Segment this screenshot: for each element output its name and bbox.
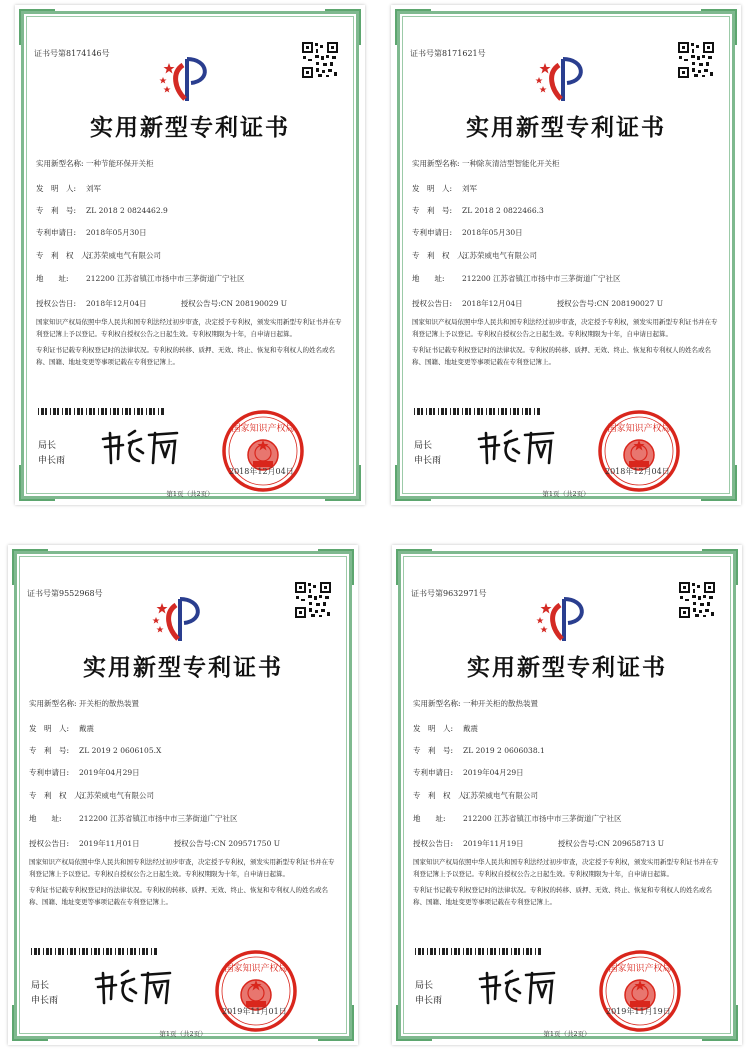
director-name: 申长雨 [31,996,59,1006]
cnipa-logo-icon [150,595,206,643]
page-number: 第1页（共2页） [166,490,214,498]
barcode-bar [442,948,445,955]
publication-row [412,298,663,309]
barcode-bar [518,948,520,955]
handwritten-signature [475,425,561,467]
application-date-row [29,767,140,778]
barcode-bar [451,948,452,955]
address-row [36,273,245,284]
barcode-bar [82,948,85,955]
grant-statement: 国家知识产权局依照中华人民共和国专利法经过初步审查，决定授予专利权，颁发实用新型专利证书并在专利登记簿上予以登记。专利权自授权公告之日起生效。专利权期限为十年，自申请日起算。 [29,858,335,878]
field-label: 专 利 权 人: [29,791,85,800]
field-label: 专利申请日: [36,228,77,237]
field-label: 地 址: [29,814,62,823]
qr-code-icon [678,581,716,619]
barcode-bar [498,408,499,415]
barcode-bar [421,408,423,415]
barcode-bar [513,408,516,415]
official-seal-icon [598,949,682,1033]
inventor-name: 刘军 [462,184,477,193]
field-label: 专利申请日: [29,768,70,777]
patent-number-row [412,205,544,216]
publication-number: CN 209658713 U [597,839,665,848]
utility-model-name: 一种开关柜的散热装置 [463,699,538,708]
barcode-bar [457,408,459,415]
field-label: 授权公告号: [557,839,598,848]
official-seal-icon [597,409,681,493]
barcode-bar [486,408,487,415]
field-label: 授权公告号: [556,299,597,308]
field-label: 专利申请日: [413,768,454,777]
field-label: 地 址: [413,814,446,823]
inventor-row [412,183,477,194]
barcode-bar [149,408,152,415]
barcode-bar [50,948,52,955]
barcode-bar [117,408,119,415]
barcode-bar [489,408,492,415]
field-label: 授权公告号: [180,299,221,308]
handwritten-signature [476,965,562,1007]
field-label: 发 明 人: [29,724,70,733]
patent-certificate [391,5,741,505]
field-label: 专 利 权 人: [412,251,468,260]
barcode-bar [125,408,128,415]
barcode-bar [146,948,148,955]
barcode-bar [69,408,71,415]
patent-number-row [29,745,161,756]
barcode-bar [98,948,100,955]
qr-code-icon [301,41,339,79]
field-label: 专 利 权 人: [413,791,469,800]
barcode-bar [446,948,448,955]
barcode-bar [77,408,80,415]
certificate-number: 证书号第9632971号 [411,589,487,598]
barcode-bar [526,948,529,955]
director-title: 局长 [414,441,433,451]
utility-model-name-row [36,158,154,169]
barcode-bar [493,408,495,415]
barcode-bar [113,408,116,415]
handwritten-signature [99,425,185,467]
field-label: 专 利 号: [412,206,453,215]
publication-row [29,838,280,849]
publication-row [413,838,664,849]
field-label: 专 利 号: [36,206,77,215]
barcode-bar [94,948,97,955]
barcode-bar [45,408,47,415]
field-label: 授权公告日: [412,299,453,308]
barcode-bar [438,408,439,415]
seal-text: 国家知识产权局 [231,424,295,434]
director-name: 申长雨 [38,456,66,466]
barcode-bar [529,408,531,415]
seal-date: 2018年12月04日 [229,467,294,476]
barcode-bar [110,408,111,415]
barcode-bar [34,948,37,955]
field-label: 地 址: [412,274,445,283]
patentee-name: 江苏荣威电气有限公司 [86,251,161,260]
patent-number-row [413,745,545,756]
barcode-bar [433,408,435,415]
corner-ornament [19,9,55,45]
barcode-bar [65,408,68,415]
barcode-bar [422,948,424,955]
application-date-row [413,767,524,778]
barcode-bar [499,948,500,955]
patentee-row [29,790,154,801]
barcode-bar [146,408,147,415]
barcode-bar [426,408,427,415]
certificate-number: 证书号第8171621号 [410,49,486,58]
barcode-bar [81,408,83,415]
barcode-bar [481,408,483,415]
barcode-icon [31,948,157,955]
patent-certificate [8,545,358,1045]
field-label: 实用新型名称: [36,159,84,168]
director-title: 局长 [415,981,434,991]
barcode-bar [505,408,507,415]
barcode-bar [445,408,447,415]
certificate-title: 实用新型专利证书 [90,114,290,141]
patent-certificate [392,545,742,1045]
barcode-bar [50,408,51,415]
address-row [413,813,622,824]
barcode-bar [134,408,135,415]
barcode-icon [415,948,541,955]
barcode-bar [110,948,112,955]
inventor-name: 戴震 [463,724,478,733]
patent-number: ZL 2019 2 0606105.X [79,746,162,755]
barcode-bar [510,408,511,415]
barcode-icon [414,408,540,415]
inventor-name: 戴震 [79,724,94,733]
seal-date: 2019年11月01日 [222,1007,287,1016]
qr-code-icon [677,41,715,79]
address: 212200 江苏省镇江市扬中市三茅街道广宁社区 [463,814,622,823]
patent-number: ZL 2018 2 0822466.3 [462,206,544,215]
barcode-bar [458,948,460,955]
barcode-bar [522,408,523,415]
application-date: 2018年05月30日 [86,228,147,237]
barcode-bar [93,408,95,415]
inventor-row [36,183,101,194]
patentee-row [412,250,537,261]
handwritten-signature [92,965,178,1007]
barcode-bar [151,948,152,955]
field-label: 发 明 人: [412,184,453,193]
barcode-bar [67,948,68,955]
field-label: 授权公告日: [413,839,454,848]
barcode-bar [55,948,56,955]
barcode-bar [38,408,39,415]
field-label: 授权公告日: [29,839,70,848]
barcode-bar [161,408,164,415]
grant-statement: 国家知识产权局依照中华人民共和国专利法经过初步审查，决定授予专利权，颁发实用新型专利证书并在专利登记簿上予以登记。专利权自授权公告之日起生效。专利权期限为十年，自申请日起算。 [413,858,719,878]
barcode-bar [429,408,432,415]
director-name: 申长雨 [414,456,442,466]
corner-ornament [702,549,738,585]
director-title: 局长 [38,441,57,451]
barcode-bar [418,948,421,955]
director-name: 申长雨 [415,996,443,1006]
field-label: 实用新型名称: [412,159,460,168]
certificate-title: 实用新型专利证书 [83,654,283,681]
barcode-bar [86,948,88,955]
publication-row [36,298,287,309]
barcode-bar [487,948,488,955]
patent-certificate [15,5,365,505]
barcode-bar [494,948,496,955]
barcode-bar [477,408,480,415]
barcode-bar [115,948,116,955]
corner-ornament [325,9,361,45]
barcode-bar [482,948,484,955]
legal-status-statement: 专利证书记载专利权登记时的法律状况。专利权的转移、质押、无效、终止、恢复和专利权人的姓名或名称、国籍、地址变更等事项记载在专利登记簿上。 [29,886,328,906]
barcode-bar [134,948,136,955]
certificate-number: 证书号第9552968号 [27,589,103,598]
publication-date: 2018年12月04日 [86,299,147,308]
inventor-row [413,723,478,734]
barcode-bar [38,948,40,955]
barcode-bar [469,408,471,415]
barcode-bar [43,948,44,955]
patentee-row [36,250,161,261]
barcode-bar [463,948,464,955]
corner-ornament [701,9,737,45]
barcode-bar [530,948,532,955]
barcode-bar [535,948,536,955]
barcode-icon [38,408,164,415]
barcode-bar [130,948,133,955]
official-seal-icon [221,409,305,493]
barcode-bar [154,948,157,955]
barcode-bar [101,408,104,415]
utility-model-name-row [29,698,139,709]
cnipa-logo-icon [157,55,213,103]
utility-model-name-row [413,698,538,709]
barcode-bar [122,948,124,955]
seal-date: 2019年11月19日 [606,1007,671,1016]
publication-date: 2019年11月01日 [79,839,140,848]
inventor-row [29,723,94,734]
barcode-bar [450,408,451,415]
barcode-bar [105,408,107,415]
corner-ornament [395,9,431,45]
utility-model-name: 开关柜的散热装置 [79,699,139,708]
field-label: 专 利 号: [413,746,454,755]
corner-ornament [396,549,432,585]
address-row [29,813,238,824]
field-label: 专 利 号: [29,746,70,755]
barcode-bar [414,408,415,415]
field-label: 专 利 权 人: [36,251,92,260]
barcode-bar [153,408,155,415]
cnipa-logo-icon [533,55,589,103]
address: 212200 江苏省镇江市扬中市三茅街道广宁社区 [86,274,245,283]
barcode-bar [74,408,75,415]
barcode-bar [475,948,476,955]
barcode-bar [53,408,56,415]
barcode-bar [62,948,64,955]
seal-text: 国家知识产权局 [607,424,671,434]
barcode-bar [523,948,524,955]
patentee-name: 江苏荣威电气有限公司 [463,791,538,800]
barcode-bar [141,408,143,415]
barcode-bar [441,408,444,415]
application-date: 2019年04月29日 [79,768,140,777]
barcode-bar [490,948,493,955]
barcode-bar [478,948,481,955]
inventor-name: 刘军 [86,184,101,193]
official-seal-icon [214,949,298,1033]
barcode-bar [417,408,420,415]
barcode-bar [31,948,32,955]
patent-number-row [36,205,168,216]
patent-number: ZL 2019 2 0606038.1 [463,746,545,755]
barcode-bar [501,408,504,415]
barcode-bar [466,948,469,955]
barcode-bar [502,948,505,955]
field-label: 授权公告号: [173,839,214,848]
patent-number: ZL 2018 2 0824462.9 [86,206,168,215]
barcode-bar [106,948,109,955]
seal-text: 国家知识产权局 [224,964,288,974]
barcode-bar [62,408,63,415]
application-date: 2018年05月30日 [462,228,523,237]
patentee-row [413,790,538,801]
field-label: 地 址: [36,274,69,283]
field-label: 专利申请日: [412,228,453,237]
barcode-bar [517,408,519,415]
legal-status-statement: 专利证书记载专利权登记时的法律状况。专利权的转移、质押、无效、终止、恢复和专利权人的姓名或名称、国籍、地址变更等事项记载在专利登记簿上。 [412,346,711,366]
address-row [412,273,621,284]
field-label: 发 明 人: [413,724,454,733]
page-number: 第1页（共2页） [542,490,590,498]
barcode-bar [537,408,540,415]
seal-date: 2018年12月04日 [605,467,670,476]
publication-date: 2019年11月19日 [463,839,524,848]
barcode-bar [91,948,92,955]
application-date-row [412,227,523,238]
publication-number: CN 209571750 U [213,839,281,848]
barcode-bar [434,948,436,955]
publication-date: 2018年12月04日 [462,299,523,308]
director-title: 局长 [31,981,50,991]
barcode-bar [122,408,123,415]
utility-model-name-row [412,158,560,169]
barcode-bar [474,408,475,415]
patentee-name: 江苏荣威电气有限公司 [462,251,537,260]
barcode-bar [525,408,528,415]
legal-status-statement: 专利证书记载专利权登记时的法律状况。专利权的转移、质押、无效、终止、恢复和专利权人的姓名或名称、国籍、地址变更等事项记载在专利登记簿上。 [36,346,335,366]
barcode-bar [127,948,128,955]
publication-number: CN 208190027 U [596,299,664,308]
barcode-bar [511,948,512,955]
seal-text: 国家知识产权局 [608,964,672,974]
publication-number: CN 208190029 U [220,299,288,308]
address: 212200 江苏省镇江市扬中市三茅街道广宁社区 [462,274,621,283]
barcode-bar [158,408,159,415]
address: 212200 江苏省镇江市扬中市三茅街道广宁社区 [79,814,238,823]
barcode-bar [74,948,76,955]
barcode-bar [453,408,456,415]
grant-statement: 国家知识产权局依照中华人民共和国专利法经过初步审查，决定授予专利权，颁发实用新型专利证书并在专利登记簿上予以登记。专利权自授权公告之日起生效。专利权期限为十年，自申请日起算。 [412,318,718,338]
barcode-bar [139,948,140,955]
barcode-bar [465,408,468,415]
barcode-bar [46,948,49,955]
utility-model-name: 一种除灰清洁型智能化开关柜 [462,159,560,168]
barcode-bar [534,408,535,415]
certificate-number: 证书号第8174146号 [34,49,110,58]
qr-code-icon [294,581,332,619]
barcode-bar [58,948,61,955]
barcode-bar [470,948,472,955]
barcode-bar [538,948,541,955]
grant-statement: 国家知识产权局依照中华人民共和国专利法经过初步审查，决定授予专利权，颁发实用新型专利证书并在专利登记簿上予以登记。专利权自授权公告之日起生效。专利权期限为十年，自申请日起算。 [36,318,342,338]
page-number: 第1页（共2页） [543,1030,591,1038]
barcode-bar [103,948,104,955]
barcode-bar [57,408,59,415]
certificate-title: 实用新型专利证书 [466,114,666,141]
barcode-bar [98,408,99,415]
corner-ornament [12,549,48,585]
barcode-bar [41,408,44,415]
barcode-bar [86,408,87,415]
cnipa-logo-icon [534,595,590,643]
barcode-bar [514,948,517,955]
barcode-bar [70,948,73,955]
field-label: 实用新型名称: [29,699,77,708]
barcode-bar [454,948,457,955]
field-label: 授权公告日: [36,299,77,308]
barcode-bar [79,948,80,955]
barcode-bar [118,948,121,955]
certificate-title: 实用新型专利证书 [467,654,667,681]
barcode-bar [439,948,440,955]
barcode-bar [462,408,463,415]
field-label: 发 明 人: [36,184,77,193]
field-label: 实用新型名称: [413,699,461,708]
barcode-bar [506,948,508,955]
barcode-bar [89,408,92,415]
application-date: 2019年04月29日 [463,768,524,777]
application-date-row [36,227,147,238]
barcode-bar [137,408,140,415]
barcode-bar [427,948,428,955]
patentee-name: 江苏荣威电气有限公司 [79,791,154,800]
corner-ornament [318,549,354,585]
legal-status-statement: 专利证书记载专利权登记时的法律状况。专利权的转移、质押、无效、终止、恢复和专利权人的姓名或名称、国籍、地址变更等事项记载在专利登记簿上。 [413,886,712,906]
barcode-bar [129,408,131,415]
utility-model-name: 一种节能环保开关柜 [86,159,154,168]
barcode-bar [415,948,416,955]
barcode-bar [430,948,433,955]
page-number: 第1页（共2页） [159,1030,207,1038]
barcode-bar [142,948,145,955]
